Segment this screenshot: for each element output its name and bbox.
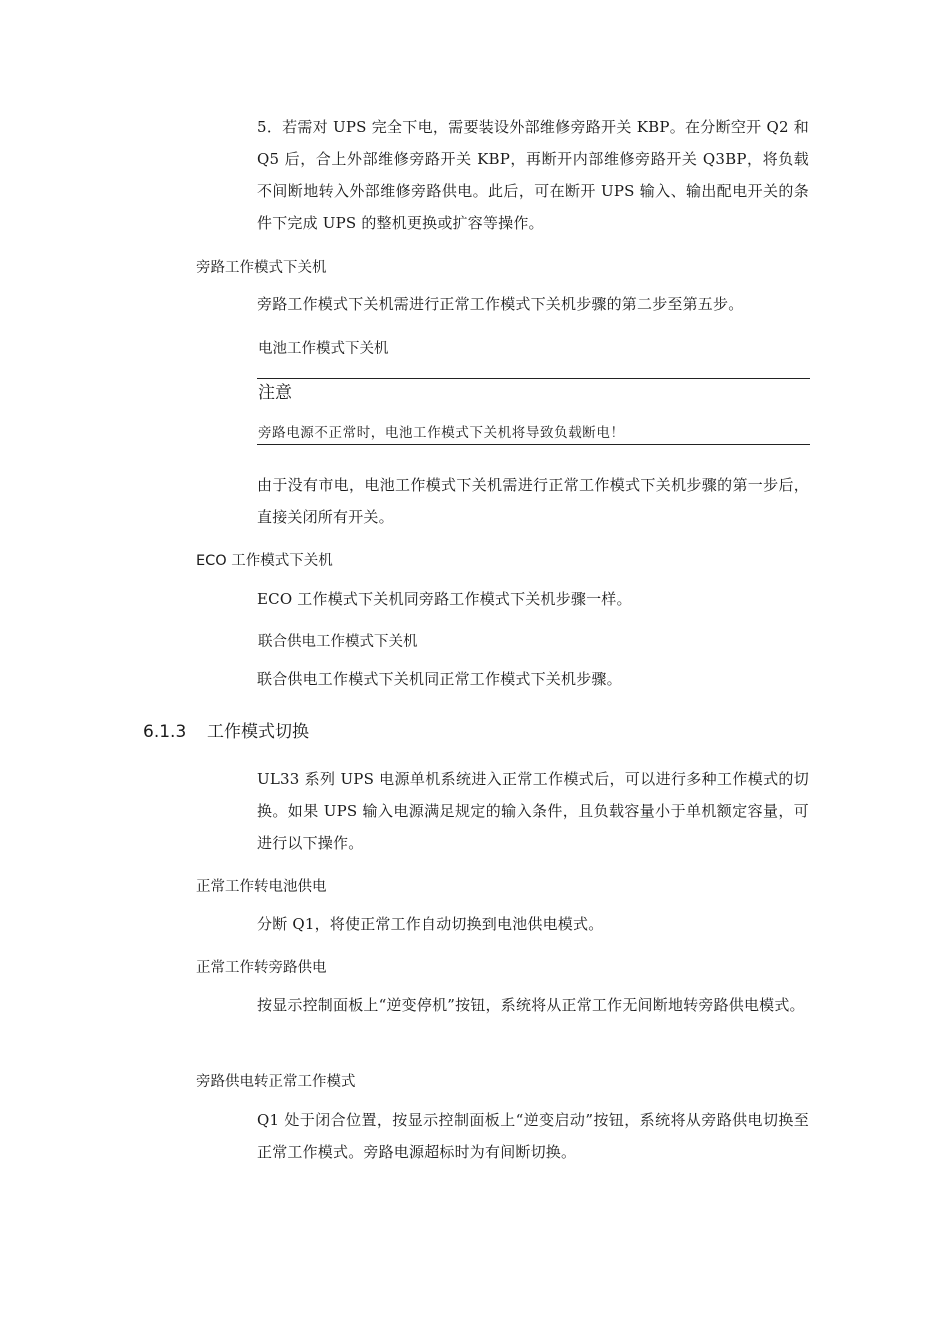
heading-normal-to-battery: 正常工作转电池供电 [196,879,327,895]
paragraph-bypass-shutdown: 旁路工作模式下关机需进行正常工作模式下关机步骤的第二步至第五步。 [257,295,744,313]
note-title: 注意 [258,383,292,403]
paragraph-joint-shutdown: 联合供电工作模式下关机同正常工作模式下关机步骤。 [257,670,622,688]
heading-bypass-shutdown: 旁路工作模式下关机 [196,260,327,276]
note-bottom-rule [257,444,810,445]
heading-eco-shutdown: ECO 工作模式下关机 [196,553,333,569]
heading-normal-to-bypass: 正常工作转旁路供电 [196,960,327,976]
heading-battery-shutdown: 电池工作模式下关机 [258,341,389,357]
paragraph-normal-to-battery: 分断 Q1，将使正常工作自动切换到电池供电模式。 [257,915,604,933]
note-top-rule [257,378,810,379]
paragraph-normal-to-bypass: 按显示控制面板上“逆变停机”按钮，系统将从正常工作无间断地转旁路供电模式。 [257,996,805,1014]
section-heading [143,720,309,744]
paragraph-battery-shutdown: 由于没有市电，电池工作模式下关机需进行正常工作模式下关机步骤的第一步后，直接关闭所有开关。 [257,476,809,526]
paragraph-mode-intro: UL33 系列 UPS 电源单机系统进入正常工作模式后，可以进行多种工作模式的切换。如果 UPS 输入电源满足规定的输入条件，且负载容量小于单机额定容量，可进行以下操作。 [257,770,809,852]
heading-bypass-to-normal: 旁路供电转正常工作模式 [196,1074,356,1090]
paragraph-bypass-to-normal: Q1 处于闭合位置，按显示控制面板上“逆变启动”按钮，系统将从旁路供电切换至正常工作模式。旁路电源超标时为有间断切换。 [257,1111,809,1161]
note-text: 旁路电源不正常时，电池工作模式下关机将导致负载断电！ [258,425,625,441]
paragraph-step5: 5．若需对 UPS 完全下电，需要装设外部维修旁路开关 KBP。在分断空开 Q2 和 Q5 后，合上外部维修旁路开关 KBP，再断开内部维修旁路开关 Q3BP，将负载不间断地转入外部维修旁路供电。此后，可在断开 UPS 输入、输出配电开关的条件下完成 UPS 的整机更换或扩容等操作。 [257,118,809,232]
section-title: 工作模式切换 [207,722,309,742]
heading-joint-shutdown: 联合供电工作模式下关机 [258,634,418,650]
section-number: 6.1.3 [143,722,187,742]
paragraph-eco-shutdown: ECO 工作模式下关机同旁路工作模式下关机步骤一样。 [257,590,632,608]
